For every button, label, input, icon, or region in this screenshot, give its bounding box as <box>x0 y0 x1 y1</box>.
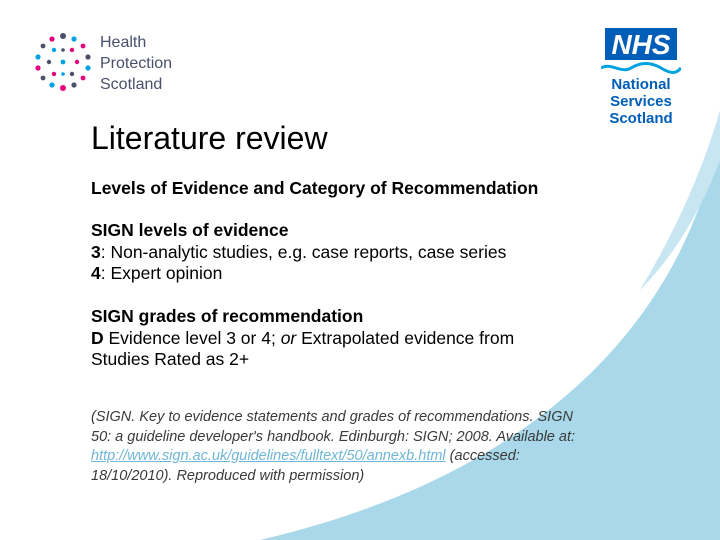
nhs-line-2: Services <box>610 93 672 110</box>
citation-line-3 <box>91 447 651 467</box>
level-number: 4 <box>91 263 101 283</box>
level-text: : Non-analytic studies, e.g. case reports, case series <box>100 241 507 262</box>
grade-text-a: Evidence level 3 or 4; <box>103 327 281 348</box>
nhs-org-name <box>596 76 686 127</box>
grades-of-recommendation <box>91 306 514 371</box>
citation-line-1: (SIGN. Key to evidence statements and grades of recommendations. SIGN <box>91 409 573 425</box>
citation-line-4: 18/10/2010). Reproduced with permission) <box>91 467 365 484</box>
level-number: 3 <box>91 241 101 262</box>
levels-of-evidence <box>91 220 506 285</box>
grade-text-b: Extrapolated evidence from <box>296 327 515 348</box>
hps-logo <box>32 30 192 96</box>
hps-line-2: Protection <box>100 55 173 72</box>
citation-accessed: (accessed: <box>445 448 520 464</box>
level-item <box>91 263 506 285</box>
page-title: Literature review <box>91 120 328 156</box>
nhs-line-1: National <box>611 76 671 93</box>
nhs-logo <box>596 28 686 132</box>
grade-line-2: Studies Rated as 2+ <box>91 349 250 369</box>
grades-heading: SIGN grades of recommendation <box>91 306 364 326</box>
grade-text-or: or <box>280 327 297 348</box>
slide-subtitle: Levels of Evidence and Category of Recommendation <box>91 178 539 198</box>
nhs-line-3: Scotland <box>609 110 673 127</box>
hps-wordmark <box>100 32 172 95</box>
citation <box>91 408 651 486</box>
level-item <box>91 242 506 264</box>
wave-icon <box>601 62 681 74</box>
nhs-badge: NHS <box>605 28 676 60</box>
citation-line-2: 50: a guideline developer's handbook. Edinburgh: SIGN; 2008. Available at: <box>91 428 576 445</box>
hps-line-1: Health <box>100 34 147 51</box>
grade-letter: D <box>91 327 104 348</box>
level-text: : Expert opinion <box>100 263 223 283</box>
levels-heading: SIGN levels of evidence <box>91 220 289 240</box>
citation-link[interactable]: http://www.sign.ac.uk/guidelines/fulltext/50/annexb.html <box>91 448 446 464</box>
hps-line-3: Scotland <box>100 76 163 93</box>
hps-dots-icon <box>32 30 94 92</box>
grade-line <box>91 328 514 350</box>
